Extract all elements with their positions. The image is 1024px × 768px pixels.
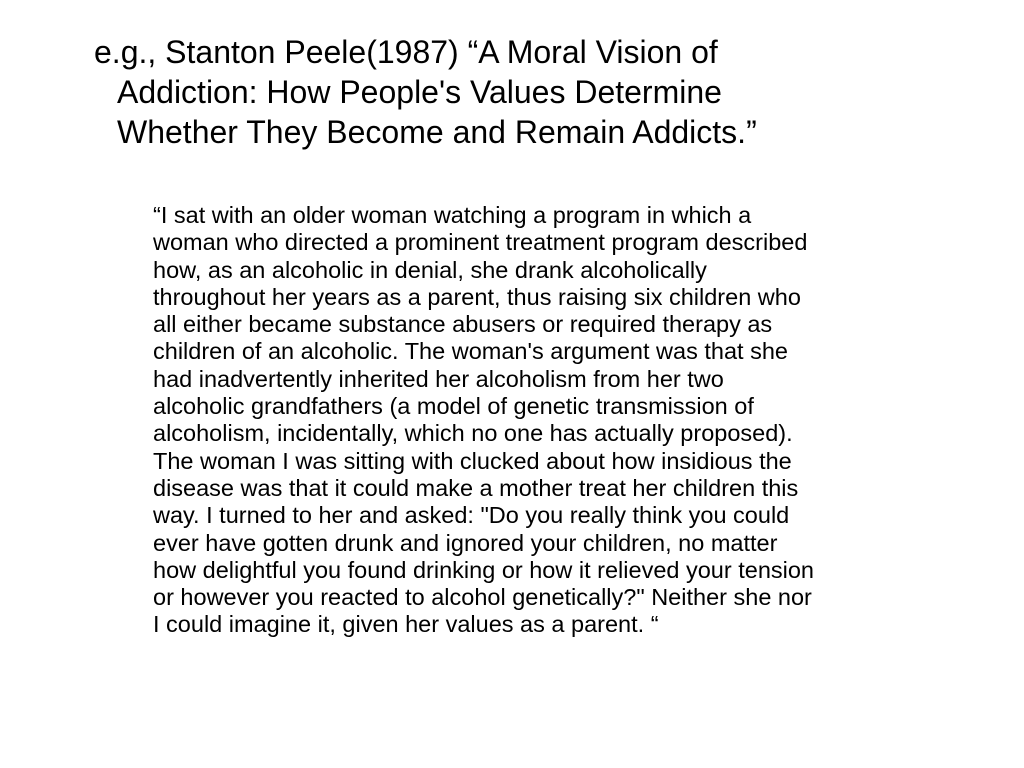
quote-text: “I sat with an older woman watching a program in which a woman who directed a prominent treatment program described how, as an alcoholic in denial, she drank alcoholically throughout her years as a parent, thus raising six children who all either became substance abusers or required therapy as children of an alcoholic. The woman's argument was that she had inadvertently inherited her alcoholism from her two alcoholic grandfathers (a model of genetic transmission of alcoholism, incidentally, which no one has actually proposed). The woman I was sitting with clucked about how insidious the disease was that it could make a mother treat her children this way. I turned to her and asked: "Do you really think you could ever have gotten drunk and ignored your children, no matter how delightful you found drinking or how it relieved your tension or however you reacted to alcohol genetically?" Neither she nor I could imagine it, given her values as a parent. “ (153, 202, 815, 638)
slide-heading: e.g., Stanton Peele(1987) “A Moral Vision of Addiction: How People's Values Determine Whether They Become and Remain Addicts.” (94, 34, 757, 150)
